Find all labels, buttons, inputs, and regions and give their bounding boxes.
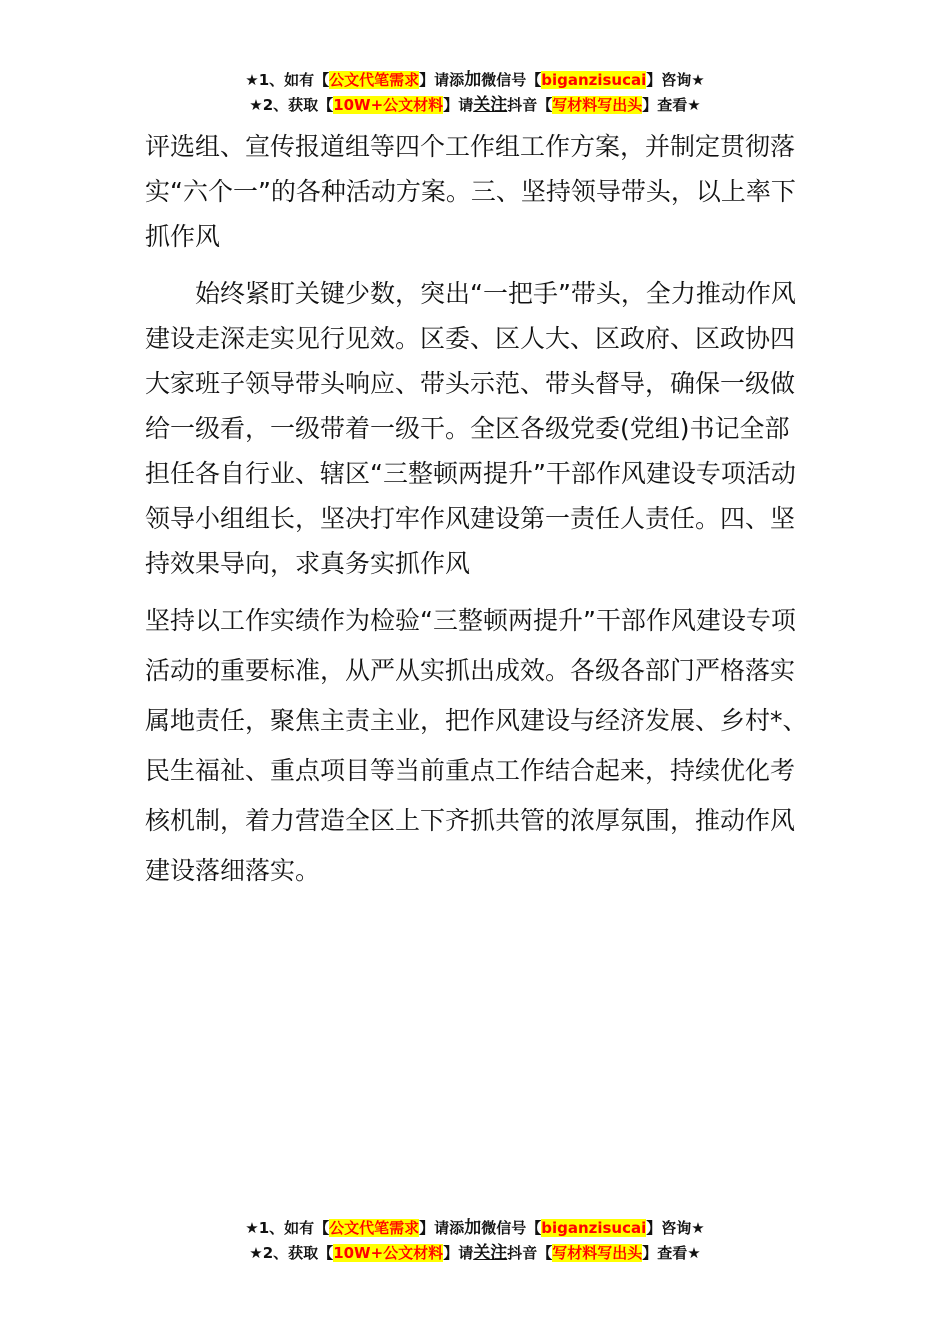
- banner-text: ★2、获取【: [249, 1244, 334, 1262]
- highlight-materials: 10W+公文材料: [333, 96, 444, 114]
- banner-text: 微信号【: [481, 71, 542, 89]
- banner-text: 微信号【: [481, 1219, 542, 1237]
- banner-text: ★2、获取【: [249, 96, 334, 114]
- banner-text: 】请添: [419, 1219, 465, 1237]
- paragraph-1: 评选组、宣传报道组等四个工作组工作方案，并制定贯彻落实“六个一”的各种活动方案。三、坚持领导带头，以上率下抓作风: [145, 132, 796, 251]
- banner-text: 】咨询★: [646, 1219, 705, 1237]
- banner-emphasis: 加: [464, 70, 482, 90]
- highlight-materials: 10W+公文材料: [333, 1244, 444, 1262]
- banner-text: 抖音【: [507, 1244, 553, 1262]
- banner-line-2: [0, 1241, 950, 1266]
- highlight-ghostwriting: 公文代笔需求: [329, 1219, 420, 1237]
- banner-text: 】查看★: [642, 1244, 701, 1262]
- banner-line-2: [0, 93, 950, 118]
- banner-text: ★1、如有【: [245, 1219, 330, 1237]
- highlight-wechat-id: biganzisucai: [541, 71, 647, 89]
- banner-emphasis: 关注: [473, 1243, 508, 1263]
- footer-banner: [0, 1216, 950, 1266]
- highlight-ghostwriting: 公文代笔需求: [329, 71, 420, 89]
- banner-text: 】请添: [419, 71, 465, 89]
- banner-text: 】咨询★: [646, 71, 705, 89]
- highlight-wechat-id: biganzisucai: [541, 1219, 647, 1237]
- banner-emphasis: 加: [464, 1218, 482, 1238]
- highlight-douyin: 写材料写出头: [552, 1244, 643, 1262]
- banner-text: 抖音【: [507, 96, 553, 114]
- banner-line-1: [0, 68, 950, 93]
- banner-text: ★1、如有【: [245, 71, 330, 89]
- banner-text: 】请: [443, 1244, 474, 1262]
- header-banner: [0, 68, 950, 118]
- paragraph-3: 坚持以工作实绩作为检验“三整顿两提升”干部作风建设专项活动的重要标准，从严从实抓出成效。各级各部门严格落实属地责任，聚焦主责主业，把作风建设与经济发展、乡村*、民生福祉、重点项目等当前重点工作结合起来，持续优化考核机制，着力营造全区上下齐抓共管的浓厚氛围，推动作风建设落细落实。: [145, 606, 808, 885]
- document-body: [145, 124, 810, 896]
- highlight-douyin: 写材料写出头: [552, 96, 643, 114]
- banner-text: 】查看★: [642, 96, 701, 114]
- banner-line-1: [0, 1216, 950, 1241]
- banner-emphasis: 关注: [473, 95, 508, 115]
- paragraph-2: 始终紧盯关键少数，突出“一把手”带头，全力推动作风建设走深走实见行见效。区委、区人大、区政府、区政协四大家班子领导带头响应、带头示范、带头督导，确保一级做给一级看，一级带着一级干。全区各级党委(党组)书记全部担任各自行业、辖区“三整顿两提升”干部作风建设专项活动领导小组组长，坚决打牢作风建设第一责任人责任。四、坚持效果导向，求真务实抓作风: [145, 279, 796, 578]
- banner-text: 】请: [443, 96, 474, 114]
